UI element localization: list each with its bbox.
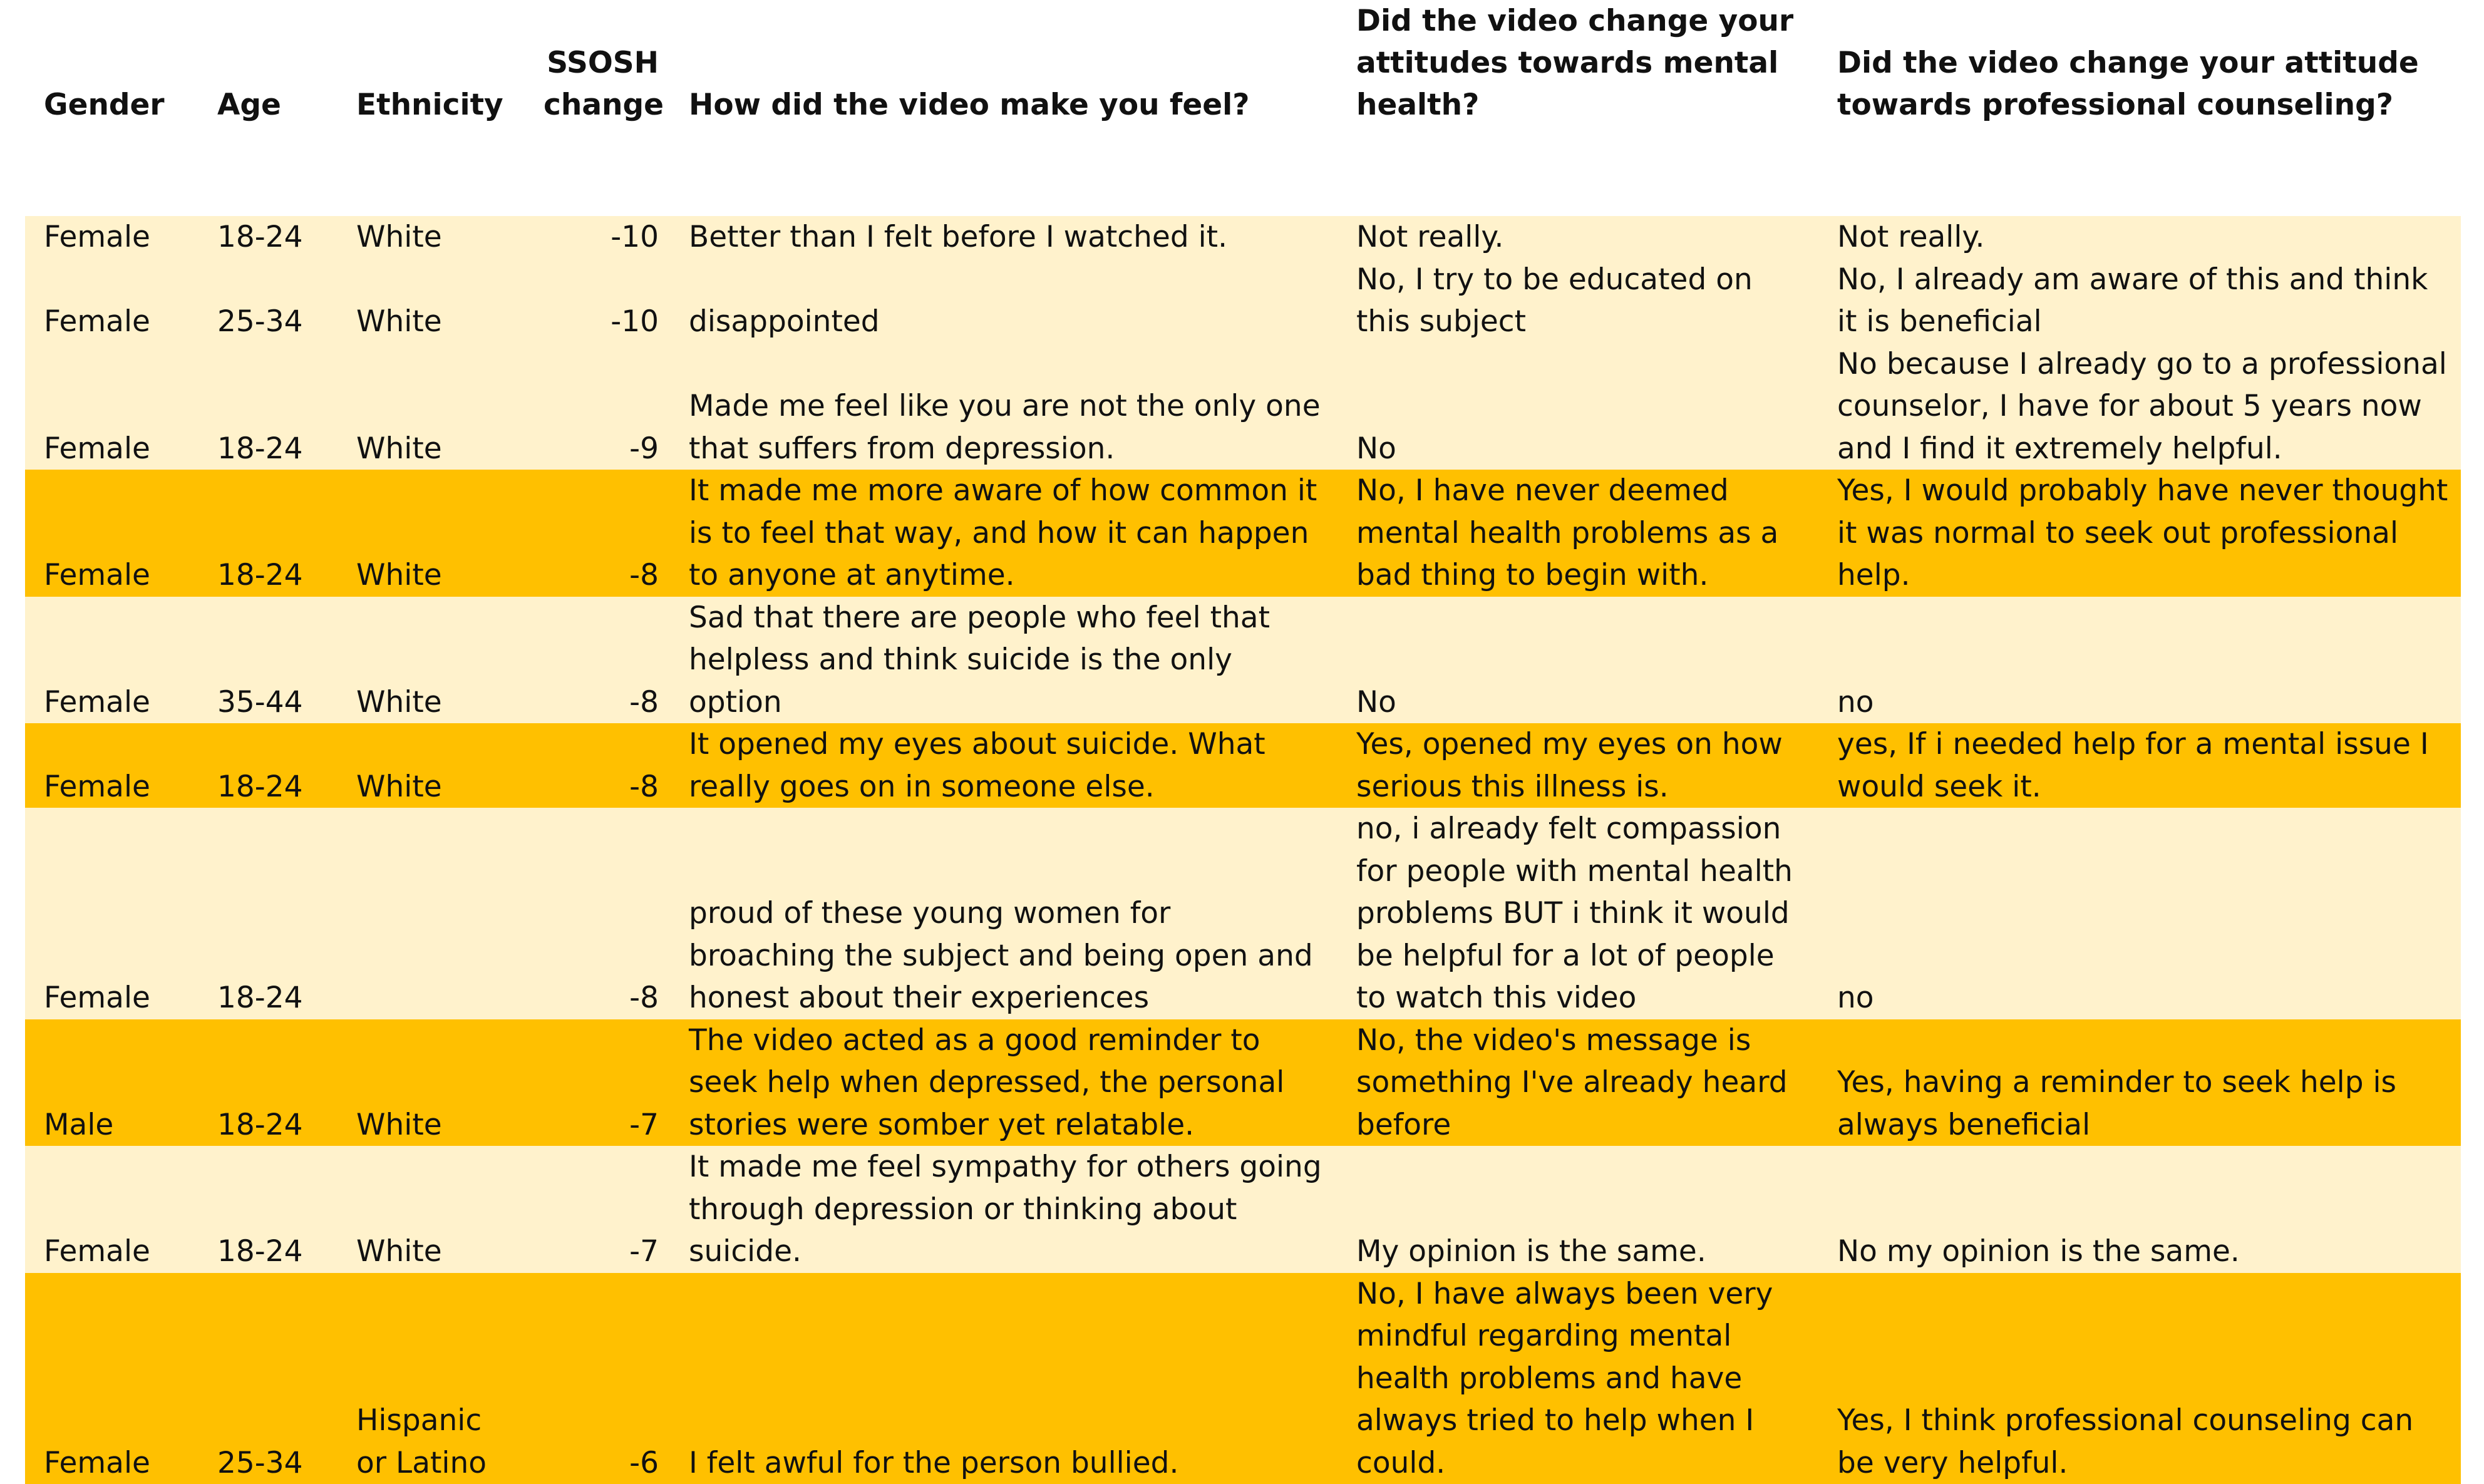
header-counseling: Did the video change your attitude towards professional counseling? [1818, 0, 2461, 171]
cell-counseling: Yes, I think professional counseling can be very helpful. [1818, 1273, 2461, 1484]
header-ethnicity: Ethnicity [338, 0, 525, 171]
table-row [25, 597, 2461, 724]
cell-age: 18-24 [198, 343, 338, 470]
header-feel: How did the video make you feel? [670, 0, 1337, 171]
cell-counseling: No, I already am aware of this and think it is beneficial [1818, 259, 2461, 343]
cell-ethnicity: White [338, 723, 525, 808]
cell-age: 18-24 [198, 808, 338, 1019]
cell-gender: Female [25, 1146, 198, 1273]
cell-ssosh-change: -9 [525, 343, 670, 470]
header-ssosh-change: SSOSH change [525, 0, 670, 171]
cell-ssosh-change: -10 [525, 259, 670, 343]
cell-feel: It made me more aware of how common it is to feel that way, and how it can happen to anyone at anytime. [670, 470, 1337, 597]
cell-counseling: Not really. [1818, 216, 2461, 259]
cell-counseling: No my opinion is the same. [1818, 1146, 2461, 1273]
table-row [25, 343, 2461, 470]
cell-ssosh-change: -7 [525, 1146, 670, 1273]
cell-ssosh-change: -10 [525, 216, 670, 259]
table-row [25, 1146, 2461, 1273]
cell-mental-health: No [1337, 343, 1818, 470]
table-row [25, 808, 2461, 1019]
cell-gender: Female [25, 343, 198, 470]
cell-age: 18-24 [198, 723, 338, 808]
cell-mental-health: My opinion is the same. [1337, 1146, 1818, 1273]
cell-feel: Made me feel like you are not the only one that suffers from depression. [670, 343, 1337, 470]
cell-ethnicity: White [338, 216, 525, 259]
cell-mental-health: No [1337, 597, 1818, 724]
cell-counseling: Yes, I would probably have never thought it was normal to seek out professional help. [1818, 470, 2461, 597]
table-body [25, 171, 2461, 1484]
cell-gender: Female [25, 259, 198, 343]
cell-ssosh-change: -7 [525, 1019, 670, 1146]
header-spacer [25, 171, 2461, 216]
cell-age: 18-24 [198, 470, 338, 597]
table-row [25, 470, 2461, 597]
cell-ethnicity: Hispanic or Latino [338, 1273, 525, 1484]
cell-gender: Female [25, 470, 198, 597]
cell-feel: It made me feel sympathy for others going through depression or thinking about suicide. [670, 1146, 1337, 1273]
cell-feel: Better than I felt before I watched it. [670, 216, 1337, 259]
table-row [25, 1273, 2461, 1484]
cell-counseling: No because I already go to a professional counselor, I have for about 5 years now and I find it extremely helpful. [1818, 343, 2461, 470]
cell-ssosh-change: -8 [525, 723, 670, 808]
cell-ethnicity [338, 808, 525, 1019]
cell-age: 18-24 [198, 216, 338, 259]
cell-mental-health: No, I have always been very mindful regarding mental health problems and have always tried to help when I could. [1337, 1273, 1818, 1484]
cell-gender: Female [25, 216, 198, 259]
cell-feel: I felt awful for the person bullied. [670, 1273, 1337, 1484]
table-row [25, 259, 2461, 343]
cell-ethnicity: White [338, 1019, 525, 1146]
header-age: Age [198, 0, 338, 171]
cell-feel: disappointed [670, 259, 1337, 343]
cell-mental-health: No, I try to be educated on this subject [1337, 259, 1818, 343]
table-row [25, 216, 2461, 259]
table-row [25, 723, 2461, 808]
cell-age: 25-34 [198, 1273, 338, 1484]
cell-mental-health: No, the video's message is something I've already heard before [1337, 1019, 1818, 1146]
cell-ssosh-change: -8 [525, 597, 670, 724]
cell-ethnicity: White [338, 343, 525, 470]
cell-age: 35-44 [198, 597, 338, 724]
cell-mental-health: no, i already felt compassion for people with mental health problems BUT i think it would be helpful for a lot of people to watch this video [1337, 808, 1818, 1019]
cell-age: 18-24 [198, 1146, 338, 1273]
survey-responses-table [25, 0, 2461, 1484]
cell-gender: Female [25, 723, 198, 808]
cell-ethnicity: White [338, 597, 525, 724]
cell-mental-health: Yes, opened my eyes on how serious this illness is. [1337, 723, 1818, 808]
header-mental-health: Did the video change your attitudes towards mental health? [1337, 0, 1818, 171]
table-row [25, 1019, 2461, 1146]
cell-counseling: Yes, having a reminder to seek help is always beneficial [1818, 1019, 2461, 1146]
cell-feel: The video acted as a good reminder to seek help when depressed, the personal stories were somber yet relatable. [670, 1019, 1337, 1146]
cell-ethnicity: White [338, 259, 525, 343]
cell-ssosh-change: -6 [525, 1273, 670, 1484]
cell-feel: It opened my eyes about suicide. What really goes on in someone else. [670, 723, 1337, 808]
cell-mental-health: No, I have never deemed mental health problems as a bad thing to begin with. [1337, 470, 1818, 597]
header-gender: Gender [25, 0, 198, 171]
cell-feel: proud of these young women for broaching the subject and being open and honest about their experiences [670, 808, 1337, 1019]
cell-gender: Female [25, 1273, 198, 1484]
header-row [25, 0, 2461, 171]
cell-gender: Female [25, 597, 198, 724]
cell-mental-health: Not really. [1337, 216, 1818, 259]
cell-counseling: no [1818, 808, 2461, 1019]
cell-ssosh-change: -8 [525, 470, 670, 597]
cell-ethnicity: White [338, 470, 525, 597]
cell-counseling: no [1818, 597, 2461, 724]
cell-counseling: yes, If i needed help for a mental issue I would seek it. [1818, 723, 2461, 808]
cell-age: 25-34 [198, 259, 338, 343]
cell-feel: Sad that there are people who feel that helpless and think suicide is the only option [670, 597, 1337, 724]
cell-gender: Male [25, 1019, 198, 1146]
cell-ssosh-change: -8 [525, 808, 670, 1019]
cell-gender: Female [25, 808, 198, 1019]
cell-age: 18-24 [198, 1019, 338, 1146]
cell-ethnicity: White [338, 1146, 525, 1273]
